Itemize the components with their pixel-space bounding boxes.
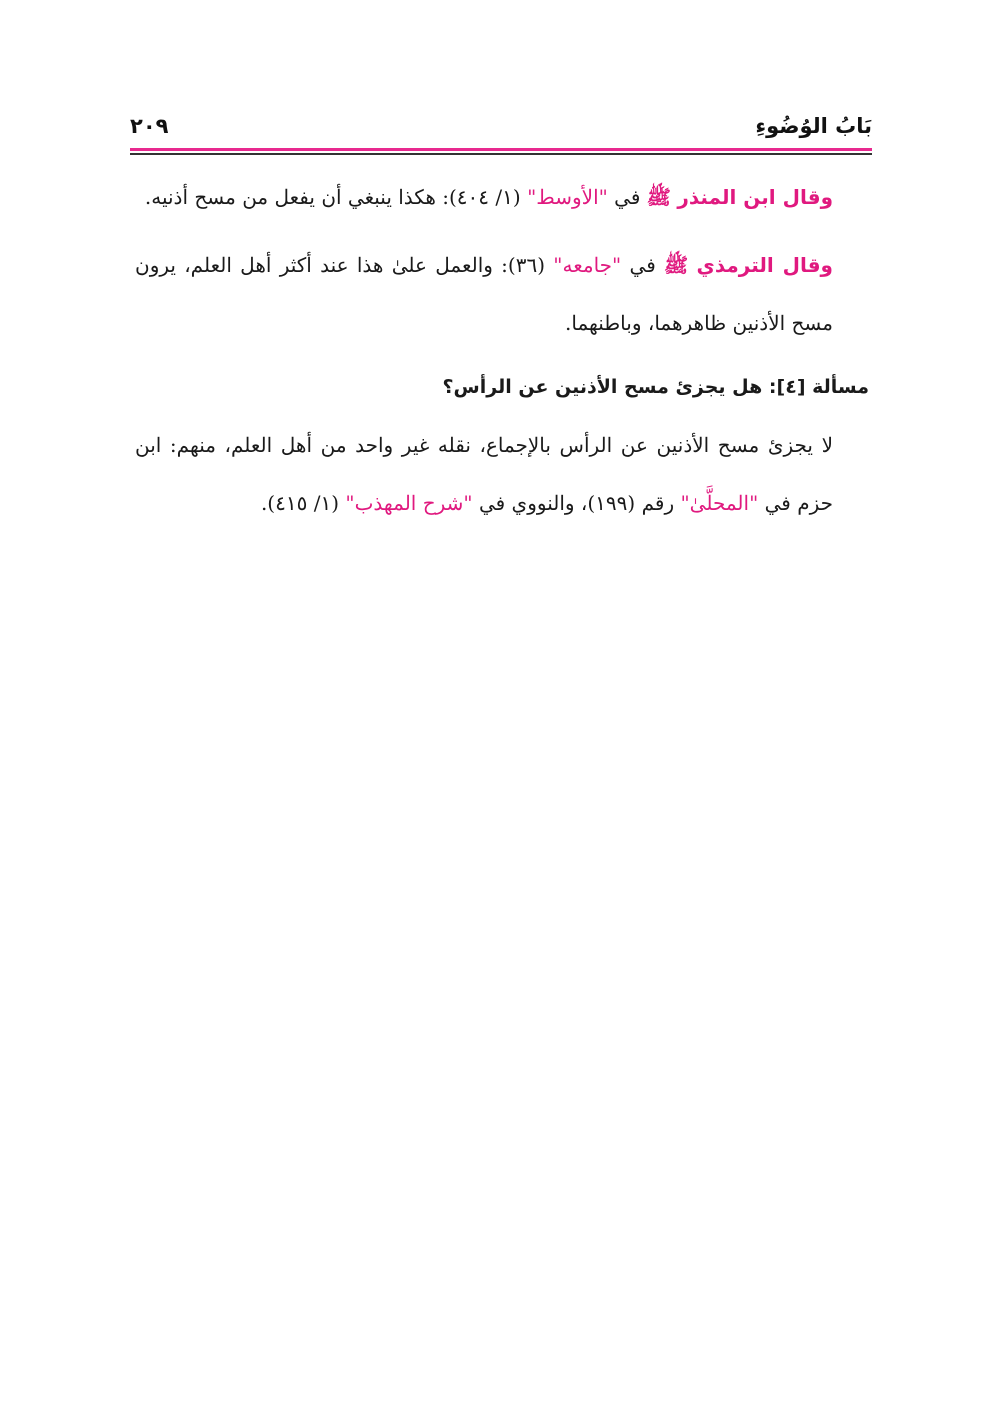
answer-text: لا يجزئ مسح الأذنين عن الرأس بالإجماع، نقله غير واحد من أهل العلم، منهم: ابن حزم في: [135, 433, 833, 515]
connector-text: في: [621, 253, 665, 277]
book-title: "المحلَّىٰ": [680, 491, 759, 515]
page-header: [130, 112, 872, 146]
book-title: "جامعه": [553, 253, 622, 277]
paragraph-ibn-mundhir: [135, 168, 869, 226]
header-rule-dark: [130, 153, 872, 155]
paragraph-text: (٣٦): والعمل علىٰ هذا عند أكثر أهل العلم، يرون مسح الأذنين ظاهرهما، وباطنهما.: [135, 253, 833, 335]
answer-paragraph: [135, 416, 869, 532]
honorific-glyph: ﷺ: [646, 185, 671, 209]
honorific-glyph: ﷺ: [664, 253, 689, 277]
chapter-title: بَابُ الوُضُوءِ: [755, 114, 872, 138]
book-title: "الأوسط": [527, 185, 608, 209]
question-heading: [135, 358, 869, 416]
page-number: ٢٠٩: [130, 114, 169, 138]
question-text: هل يجزئ مسح الأذنين عن الرأس؟: [442, 376, 763, 398]
paragraph-tirmidhi: [135, 236, 869, 352]
answer-text: رقم (١٩٩)، والنووي في: [472, 491, 681, 515]
answer-text: (١/ ٤١٥).: [260, 491, 346, 515]
speaker-name: وقال الترمذي: [696, 253, 833, 277]
page-body: [135, 168, 869, 532]
book-title: "شرح المهذب": [345, 491, 473, 515]
question-label: مسألة [٤]:: [768, 376, 869, 398]
speaker-name: وقال ابن المنذر: [677, 185, 833, 209]
paragraph-text: (١/ ٤٠٤): هكذا ينبغي أن يفعل من مسح أذنيه.: [144, 185, 528, 209]
header-rule-pink: [130, 148, 872, 151]
connector-text: في: [607, 185, 647, 209]
